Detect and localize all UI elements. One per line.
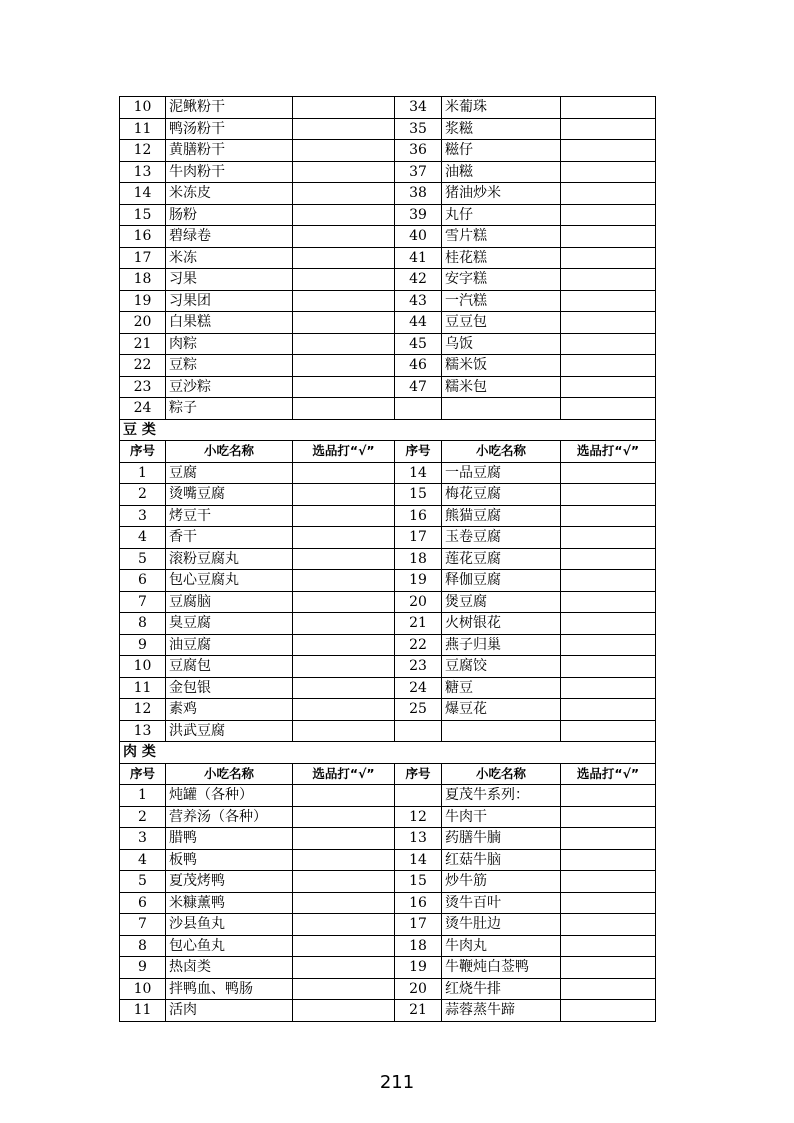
item-name: 豆腐饺	[442, 656, 561, 678]
item-number: 14	[395, 462, 442, 484]
select-checkbox-cell[interactable]	[561, 548, 656, 570]
item-name: 香干	[166, 527, 293, 549]
item-number: 22	[120, 355, 166, 377]
item-number: 12	[395, 806, 442, 828]
item-number: 12	[120, 699, 166, 721]
select-checkbox-cell[interactable]	[293, 892, 395, 914]
item-name: 滚粉豆腐丸	[166, 548, 293, 570]
select-checkbox-cell[interactable]	[293, 978, 395, 1000]
item-name: 豆豆包	[442, 312, 561, 334]
select-checkbox-cell[interactable]	[293, 355, 395, 377]
item-name: 营养汤（各种）	[166, 806, 293, 828]
item-name: 粽子	[166, 398, 293, 420]
item-name: 白果糕	[166, 312, 293, 334]
select-checkbox-cell[interactable]	[561, 333, 656, 355]
item-number: 23	[120, 376, 166, 398]
item-number: 38	[395, 183, 442, 205]
item-number: 15	[395, 871, 442, 893]
item-name: 热卤类	[166, 957, 293, 979]
item-name: 牛鞭炖白莶鸭	[442, 957, 561, 979]
item-name: 沙县鱼丸	[166, 914, 293, 936]
section-title-row	[120, 742, 656, 764]
item-number: 18	[395, 548, 442, 570]
table-row	[120, 720, 656, 742]
table-row	[120, 161, 656, 183]
select-checkbox-cell[interactable]	[561, 247, 656, 269]
item-number: 3	[120, 505, 166, 527]
item-number: 17	[395, 527, 442, 549]
item-name: 牛肉丸	[442, 935, 561, 957]
item-name: 红烧牛排	[442, 978, 561, 1000]
select-checkbox-cell[interactable]	[293, 226, 395, 248]
item-number	[395, 398, 442, 420]
select-checkbox-cell[interactable]	[293, 806, 395, 828]
item-name: 板鸭	[166, 849, 293, 871]
item-name: 腊鸭	[166, 828, 293, 850]
item-name: 活肉	[166, 1000, 293, 1022]
item-number: 34	[395, 97, 442, 119]
section-title: 肉 类	[120, 742, 656, 764]
table-row	[120, 140, 656, 162]
table-row	[120, 312, 656, 334]
item-name: 煲豆腐	[442, 591, 561, 613]
table-row	[120, 935, 656, 957]
item-name: 释伽豆腐	[442, 570, 561, 592]
item-number: 1	[120, 785, 166, 807]
item-number: 17	[120, 247, 166, 269]
item-name: 烫牛百叶	[442, 892, 561, 914]
select-checkbox-cell[interactable]	[293, 333, 395, 355]
item-number: 16	[395, 505, 442, 527]
item-number: 7	[120, 914, 166, 936]
column-header-num: 序号	[120, 441, 166, 463]
item-number: 17	[395, 914, 442, 936]
select-checkbox-cell[interactable]	[561, 97, 656, 119]
item-name: 夏茂牛系列：	[442, 785, 561, 807]
select-checkbox-cell[interactable]	[293, 914, 395, 936]
table-row	[120, 376, 656, 398]
item-name: 一汽糕	[442, 290, 561, 312]
select-checkbox-cell[interactable]	[293, 677, 395, 699]
item-number: 6	[120, 892, 166, 914]
select-checkbox-cell[interactable]	[561, 806, 656, 828]
select-checkbox-cell[interactable]	[561, 376, 656, 398]
item-number: 8	[120, 613, 166, 635]
select-checkbox-cell[interactable]	[561, 161, 656, 183]
item-number: 7	[120, 591, 166, 613]
select-checkbox-cell[interactable]	[293, 462, 395, 484]
table-row	[120, 699, 656, 721]
item-name: 米冻	[166, 247, 293, 269]
item-number: 24	[120, 398, 166, 420]
item-number: 5	[120, 548, 166, 570]
select-checkbox-cell[interactable]	[293, 161, 395, 183]
item-name: 习果团	[166, 290, 293, 312]
select-checkbox-cell[interactable]	[561, 140, 656, 162]
item-number: 13	[120, 720, 166, 742]
item-number: 11	[120, 677, 166, 699]
table-row	[120, 333, 656, 355]
select-checkbox-cell[interactable]	[561, 914, 656, 936]
section-title-row	[120, 419, 656, 441]
table-row	[120, 634, 656, 656]
item-name: 金包银	[166, 677, 293, 699]
select-checkbox-cell[interactable]	[561, 892, 656, 914]
item-name: 烤豆干	[166, 505, 293, 527]
item-number: 2	[120, 484, 166, 506]
select-checkbox-cell[interactable]	[561, 978, 656, 1000]
item-number: 40	[395, 226, 442, 248]
select-checkbox-cell[interactable]	[561, 935, 656, 957]
select-checkbox-cell[interactable]	[293, 484, 395, 506]
table-row	[120, 828, 656, 850]
item-number	[395, 720, 442, 742]
item-name: 炖罐（各种）	[166, 785, 293, 807]
item-number: 18	[395, 935, 442, 957]
table-row	[120, 204, 656, 226]
column-header-row	[120, 441, 656, 463]
item-name: 泥鳅粉干	[166, 97, 293, 119]
item-number: 8	[120, 935, 166, 957]
select-checkbox-cell[interactable]	[561, 849, 656, 871]
item-number: 23	[395, 656, 442, 678]
table-row	[120, 462, 656, 484]
table-row	[120, 677, 656, 699]
item-name: 洪武豆腐	[166, 720, 293, 742]
table-row	[120, 355, 656, 377]
item-name: 爆豆花	[442, 699, 561, 721]
select-checkbox-cell[interactable]	[561, 591, 656, 613]
item-name: 夏茂烤鸭	[166, 871, 293, 893]
item-number: 13	[120, 161, 166, 183]
item-name: 丸仔	[442, 204, 561, 226]
item-name: 糯米包	[442, 376, 561, 398]
select-checkbox-cell[interactable]	[293, 398, 395, 420]
item-name: 药膳牛腩	[442, 828, 561, 850]
item-number: 15	[120, 204, 166, 226]
select-checkbox-cell[interactable]	[561, 269, 656, 291]
column-header-check: 选品打“√”	[293, 441, 395, 463]
item-number: 11	[120, 118, 166, 140]
table-row	[120, 914, 656, 936]
item-number: 36	[395, 140, 442, 162]
item-name: 豆腐	[166, 462, 293, 484]
item-number: 16	[120, 226, 166, 248]
item-name: 火树银花	[442, 613, 561, 635]
select-checkbox-cell[interactable]	[293, 828, 395, 850]
select-checkbox-cell[interactable]	[293, 957, 395, 979]
select-checkbox-cell[interactable]	[293, 118, 395, 140]
table-row	[120, 978, 656, 1000]
select-checkbox-cell[interactable]	[561, 957, 656, 979]
item-number: 21	[395, 613, 442, 635]
column-header-num: 序号	[395, 763, 442, 785]
column-header-name: 小吃名称	[166, 763, 293, 785]
item-name: 臭豆腐	[166, 613, 293, 635]
select-checkbox-cell[interactable]	[561, 527, 656, 549]
item-name: 黄膳粉干	[166, 140, 293, 162]
item-number: 14	[120, 183, 166, 205]
item-number: 44	[395, 312, 442, 334]
item-name: 豆粽	[166, 355, 293, 377]
table-row	[120, 656, 656, 678]
select-checkbox-cell[interactable]	[293, 1000, 395, 1022]
column-header-row	[120, 763, 656, 785]
select-checkbox-cell[interactable]	[293, 183, 395, 205]
item-number: 6	[120, 570, 166, 592]
select-checkbox-cell[interactable]	[561, 505, 656, 527]
select-checkbox-cell[interactable]	[561, 871, 656, 893]
item-name: 肉粽	[166, 333, 293, 355]
select-checkbox-cell[interactable]	[293, 269, 395, 291]
item-number: 41	[395, 247, 442, 269]
item-name: 糯米饭	[442, 355, 561, 377]
item-number: 22	[395, 634, 442, 656]
item-number: 46	[395, 355, 442, 377]
page-number: 211	[379, 1072, 415, 1093]
select-checkbox-cell[interactable]	[293, 204, 395, 226]
item-name: 米冻皮	[166, 183, 293, 205]
select-checkbox-cell[interactable]	[293, 290, 395, 312]
table-row	[120, 527, 656, 549]
item-number: 19	[120, 290, 166, 312]
item-number: 16	[395, 892, 442, 914]
select-checkbox-cell[interactable]	[561, 355, 656, 377]
item-number: 24	[395, 677, 442, 699]
item-number: 47	[395, 376, 442, 398]
select-checkbox-cell[interactable]	[561, 398, 656, 420]
item-name: 烫牛肚边	[442, 914, 561, 936]
item-number: 11	[120, 1000, 166, 1022]
table-row	[120, 183, 656, 205]
item-name: 米糠薰鸭	[166, 892, 293, 914]
table-row	[120, 398, 656, 420]
item-name: 一品豆腐	[442, 462, 561, 484]
item-number: 39	[395, 204, 442, 226]
item-number	[395, 785, 442, 807]
item-name: 鸭汤粉干	[166, 118, 293, 140]
column-header-name: 小吃名称	[442, 441, 561, 463]
select-checkbox-cell[interactable]	[561, 1000, 656, 1022]
select-checkbox-cell[interactable]	[561, 226, 656, 248]
table-row	[120, 849, 656, 871]
item-name: 烫嘴豆腐	[166, 484, 293, 506]
select-checkbox-cell[interactable]	[561, 204, 656, 226]
table-row	[120, 484, 656, 506]
item-number: 20	[120, 312, 166, 334]
select-checkbox-cell[interactable]	[561, 720, 656, 742]
item-number: 19	[395, 957, 442, 979]
item-name: 乌饭	[442, 333, 561, 355]
item-name: 糖豆	[442, 677, 561, 699]
item-name: 熊猫豆腐	[442, 505, 561, 527]
item-number: 9	[120, 634, 166, 656]
column-header-check: 选品打“√”	[561, 763, 656, 785]
item-name: 豆沙粽	[166, 376, 293, 398]
item-name: 玉卷豆腐	[442, 527, 561, 549]
table-row	[120, 247, 656, 269]
select-checkbox-cell[interactable]	[561, 613, 656, 635]
select-checkbox-cell[interactable]	[561, 484, 656, 506]
item-number: 15	[395, 484, 442, 506]
select-checkbox-cell[interactable]	[293, 140, 395, 162]
item-name: 碧绿卷	[166, 226, 293, 248]
item-number: 20	[395, 591, 442, 613]
item-number: 14	[395, 849, 442, 871]
item-name: 雪片糕	[442, 226, 561, 248]
item-name: 牛肉干	[442, 806, 561, 828]
select-checkbox-cell[interactable]	[293, 97, 395, 119]
table-row	[120, 806, 656, 828]
select-checkbox-cell[interactable]	[561, 699, 656, 721]
item-name: 桂花糕	[442, 247, 561, 269]
select-checkbox-cell[interactable]	[293, 505, 395, 527]
select-checkbox-cell[interactable]	[293, 570, 395, 592]
table-row	[120, 871, 656, 893]
item-name: 燕子归巢	[442, 634, 561, 656]
item-name: 包心鱼丸	[166, 935, 293, 957]
item-number: 10	[120, 97, 166, 119]
item-number: 4	[120, 849, 166, 871]
select-checkbox-cell[interactable]	[561, 290, 656, 312]
table-row	[120, 548, 656, 570]
table-row	[120, 118, 656, 140]
table-row	[120, 957, 656, 979]
select-checkbox-cell[interactable]	[293, 849, 395, 871]
select-checkbox-cell[interactable]	[293, 376, 395, 398]
table-row	[120, 226, 656, 248]
table-row	[120, 570, 656, 592]
item-number: 5	[120, 871, 166, 893]
table-row	[120, 505, 656, 527]
item-number: 45	[395, 333, 442, 355]
item-name	[442, 398, 561, 420]
column-header-name: 小吃名称	[442, 763, 561, 785]
item-number: 18	[120, 269, 166, 291]
select-checkbox-cell[interactable]	[293, 656, 395, 678]
select-checkbox-cell[interactable]	[561, 634, 656, 656]
item-name: 习果	[166, 269, 293, 291]
select-checkbox-cell[interactable]	[293, 935, 395, 957]
item-name: 豆腐脑	[166, 591, 293, 613]
select-checkbox-cell[interactable]	[293, 699, 395, 721]
item-number: 3	[120, 828, 166, 850]
table-row	[120, 269, 656, 291]
item-number: 13	[395, 828, 442, 850]
select-checkbox-cell[interactable]	[293, 591, 395, 613]
item-name: 豆腐包	[166, 656, 293, 678]
select-checkbox-cell[interactable]	[561, 570, 656, 592]
item-name: 油豆腐	[166, 634, 293, 656]
select-checkbox-cell[interactable]	[293, 785, 395, 807]
item-name: 牛肉粉干	[166, 161, 293, 183]
select-checkbox-cell[interactable]	[561, 312, 656, 334]
item-name: 炒牛筋	[442, 871, 561, 893]
select-checkbox-cell[interactable]	[561, 118, 656, 140]
item-number: 19	[395, 570, 442, 592]
item-number: 21	[120, 333, 166, 355]
column-header-check: 选品打“√”	[293, 763, 395, 785]
item-number: 20	[395, 978, 442, 1000]
item-number: 42	[395, 269, 442, 291]
table-row	[120, 97, 656, 119]
item-name	[442, 720, 561, 742]
item-number: 25	[395, 699, 442, 721]
table-row	[120, 591, 656, 613]
select-checkbox-cell[interactable]	[561, 677, 656, 699]
select-checkbox-cell[interactable]	[293, 871, 395, 893]
item-name: 肠粉	[166, 204, 293, 226]
item-name: 猪油炒米	[442, 183, 561, 205]
table-row	[120, 785, 656, 807]
item-name: 莲花豆腐	[442, 548, 561, 570]
select-checkbox-cell[interactable]	[293, 720, 395, 742]
item-name: 糍仔	[442, 140, 561, 162]
item-name: 安字糕	[442, 269, 561, 291]
item-number: 12	[120, 140, 166, 162]
select-checkbox-cell[interactable]	[293, 247, 395, 269]
column-header-num: 序号	[395, 441, 442, 463]
item-number: 37	[395, 161, 442, 183]
section-title: 豆 类	[120, 419, 656, 441]
select-checkbox-cell[interactable]	[293, 527, 395, 549]
select-checkbox-cell[interactable]	[293, 613, 395, 635]
select-checkbox-cell[interactable]	[561, 785, 656, 807]
item-number: 4	[120, 527, 166, 549]
select-checkbox-cell[interactable]	[561, 656, 656, 678]
select-checkbox-cell[interactable]	[293, 634, 395, 656]
select-checkbox-cell[interactable]	[293, 548, 395, 570]
item-name: 浆糍	[442, 118, 561, 140]
select-checkbox-cell[interactable]	[293, 312, 395, 334]
item-name: 米葡珠	[442, 97, 561, 119]
table-row	[120, 1000, 656, 1022]
select-checkbox-cell[interactable]	[561, 828, 656, 850]
item-number: 10	[120, 656, 166, 678]
item-number: 2	[120, 806, 166, 828]
item-number: 9	[120, 957, 166, 979]
table-row	[120, 290, 656, 312]
item-number: 10	[120, 978, 166, 1000]
table-row	[120, 892, 656, 914]
item-name: 梅花豆腐	[442, 484, 561, 506]
table-row	[120, 613, 656, 635]
item-name: 拌鸭血、鸭肠	[166, 978, 293, 1000]
snack-selection-table	[119, 96, 656, 1022]
item-name: 红菇牛脑	[442, 849, 561, 871]
item-name: 油糍	[442, 161, 561, 183]
item-number: 1	[120, 462, 166, 484]
column-header-num: 序号	[120, 763, 166, 785]
column-header-check: 选品打“√”	[561, 441, 656, 463]
item-number: 35	[395, 118, 442, 140]
item-number: 21	[395, 1000, 442, 1022]
column-header-name: 小吃名称	[166, 441, 293, 463]
item-number: 43	[395, 290, 442, 312]
select-checkbox-cell[interactable]	[561, 183, 656, 205]
item-name: 蒜蓉蒸牛蹄	[442, 1000, 561, 1022]
select-checkbox-cell[interactable]	[561, 462, 656, 484]
item-name: 素鸡	[166, 699, 293, 721]
item-name: 包心豆腐丸	[166, 570, 293, 592]
